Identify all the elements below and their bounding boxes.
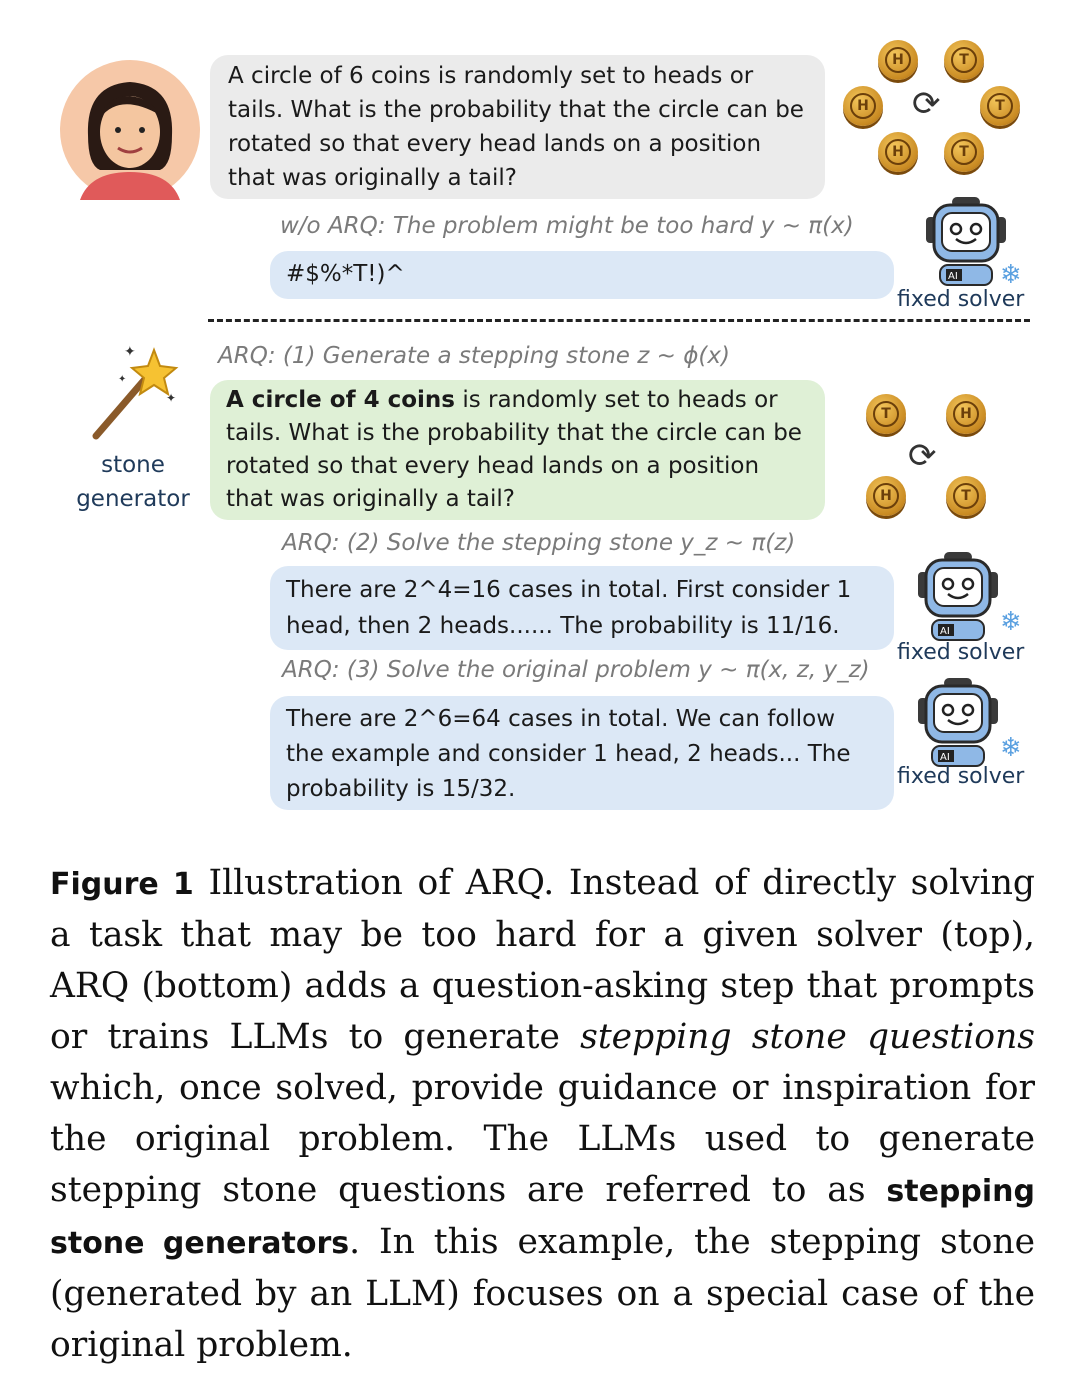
- coin-icon: T: [946, 476, 986, 516]
- stepping-stone-bold: A circle of 4 coins: [226, 387, 456, 413]
- svg-text:❄: ❄: [1000, 607, 1022, 637]
- wo-arq-answer-bubble: [270, 251, 894, 299]
- coin-icon: T: [866, 394, 906, 434]
- coin-icon: T: [944, 132, 984, 172]
- figure-label: Figure 1: [50, 867, 194, 902]
- caption-part1: Illustration of ARQ. Instead of directly solving a task that may be too hard for a given solver (top), ARQ (bottom) adds a question-asking step that prompts or trains LLMs to generate: [50, 863, 1035, 1057]
- arq-step2-label: ARQ: (2) Solve the stepping stone y_z ~ π(z): [282, 530, 796, 556]
- stepping-stone-bubble: [210, 380, 825, 520]
- svg-text:✦: ✦: [166, 391, 177, 405]
- coin-icon: H: [878, 132, 918, 172]
- step3-answer-text: There are 2^6=64 cases in total. We can follow the example and consider 1 head, 2 heads... The probability is 15/32.: [286, 706, 851, 802]
- coin-icon: H: [843, 86, 883, 126]
- arq-step1-label: ARQ: (1) Generate a stepping stone z ~ ϕ(x): [218, 343, 730, 369]
- robot-solver-icon: [912, 676, 1022, 771]
- coin-icon: H: [866, 476, 906, 516]
- magic-wand-icon: [88, 342, 180, 442]
- step3-answer-bubble: [270, 696, 894, 810]
- divider: [208, 319, 1030, 322]
- fixed-solver-label: fixed solver: [897, 640, 1025, 665]
- coin-icon: H: [878, 40, 918, 80]
- wo-arq-answer-text: #$%*T!)^: [286, 261, 405, 287]
- user-avatar: [60, 60, 200, 200]
- caption-italic: stepping stone questions: [580, 1017, 1035, 1057]
- caption-part2: which, once solved, provide guidance or inspiration for the original problem. The LLMs used to generate stepping stone questions are referred to as: [50, 1068, 1035, 1210]
- wo-arq-label: w/o ARQ: The problem might be too hard y ~ π(x): [280, 213, 854, 239]
- robot-solver-icon: [912, 550, 1022, 645]
- rotate-icon: ⟳: [912, 84, 941, 124]
- fixed-solver-label: fixed solver: [897, 287, 1025, 312]
- svg-text:❄: ❄: [1000, 733, 1022, 763]
- caption-part3: . In this example, the stepping stone (generated by an LLM) focuses on a special case of the original problem.: [50, 1222, 1035, 1365]
- original-question-text: A circle of 6 coins is randomly set to heads or tails. What is the probability that the circle can be rotated so that every head lands on a position that was originally a tail?: [228, 63, 804, 191]
- ai-badge: AI: [940, 752, 950, 763]
- step2-answer-bubble: [270, 566, 894, 650]
- original-question-bubble: [210, 55, 825, 199]
- ai-badge: AI: [948, 271, 958, 282]
- robot-solver-icon: [920, 195, 1030, 290]
- caption-bold: stepping stone generators: [50, 1174, 1035, 1261]
- stone-generator-label: stone generator: [76, 452, 190, 512]
- ai-badge: AI: [940, 626, 950, 637]
- fixed-solver-label: fixed solver: [897, 764, 1025, 789]
- svg-text:✦: ✦: [118, 374, 127, 385]
- arq-step3-label: ARQ: (3) Solve the original problem y ~ π(x, z, y_z): [282, 657, 870, 683]
- stepping-stone-text: is randomly set to heads or tails. What is the probability that the circle can be rotated so that every head lands on a position that was originally a tail?: [226, 387, 802, 512]
- step2-answer-text: There are 2^4=16 cases in total. First consider 1 head, then 2 heads...... The probability is 11/16.: [286, 577, 852, 639]
- svg-text:✦: ✦: [124, 344, 136, 360]
- coin-icon: T: [980, 86, 1020, 126]
- coin-icon: T: [944, 40, 984, 80]
- figure-caption: [50, 858, 1035, 1371]
- rotate-icon: ⟳: [908, 436, 937, 476]
- coin-icon: H: [946, 394, 986, 434]
- svg-text:❄: ❄: [1000, 260, 1022, 290]
